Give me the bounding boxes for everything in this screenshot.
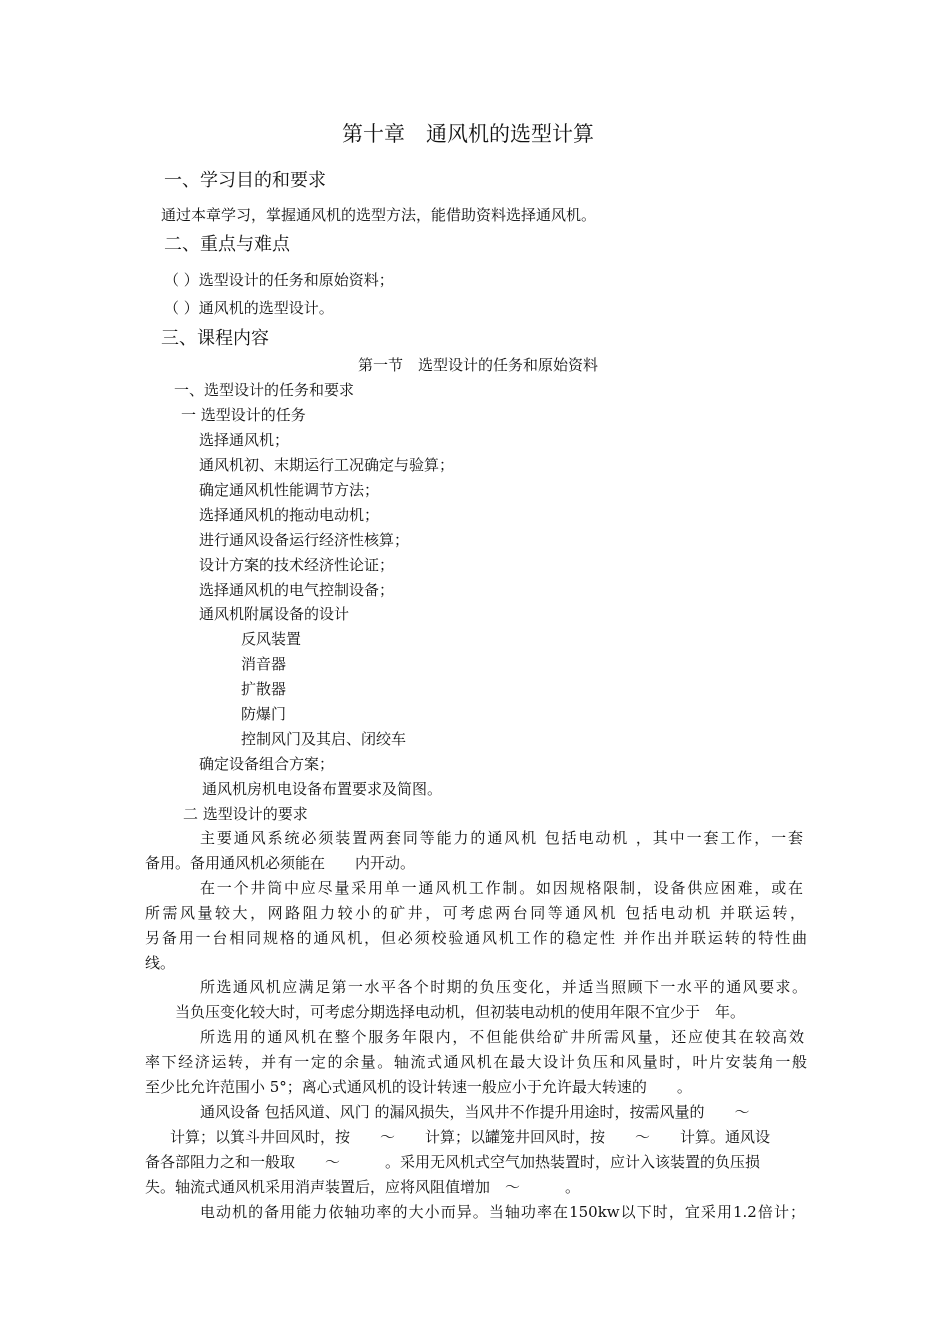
subtask-item: 扩散器	[241, 680, 287, 698]
paragraph-line: 另备用一台相同规格的通风机，但必须校验通风机工作的稳定性 并作出并联运转的特性曲	[145, 929, 807, 947]
paragraph-line: 当负压变化较大时，可考虑分期选择电动机，但初装电动机的使用年限不宜少于 年。	[175, 1003, 746, 1021]
task-item: 选择通风机的电气控制设备；	[199, 581, 395, 599]
paragraph-line: 通风设备 包括风道、风门 的漏风损失，当风井不作提升用途时，按需风量的 ～	[200, 1103, 750, 1121]
subtask-item: 控制风门及其启、闭绞车	[241, 730, 407, 748]
task-item: 设计方案的技术经济性论证；	[199, 556, 395, 574]
subheading-requirements: 二 选型设计的要求	[183, 805, 308, 823]
section-title: 第一节 选型设计的任务和原始资料	[358, 356, 599, 374]
paragraph-line: 备用。备用通风机必须能在 内开动。	[145, 854, 416, 872]
subheading-tasks: 一 选型设计的任务	[181, 406, 306, 424]
paragraph-line: 主要通风系统必须装置两套同等能力的通风机 包括电动机 ，其中一套工作，一套	[200, 829, 803, 847]
intro-text: 通过本章学习，掌握通风机的选型方法，能借助资料选择通风机。	[161, 206, 597, 224]
subtask-item: 消音器	[241, 655, 287, 673]
task-item: 确定设备组合方案；	[199, 755, 335, 773]
paragraph-line: 至少比允许范围小 5°；离心式通风机的设计转速一般应小于允许最大转速的 。	[145, 1078, 692, 1096]
paragraph-line: 线。	[145, 954, 176, 972]
task-item: 选择通风机；	[199, 431, 290, 449]
task-item: 通风机房机电设备布置要求及简图。	[202, 780, 443, 798]
key-point-1: （ ）选型设计的任务和原始资料；	[164, 271, 394, 289]
subheading-tasks-requirements: 一、选型设计的任务和要求	[174, 381, 355, 399]
paragraph-line: 率下经济运转，并有一定的余量。轴流式通风机在最大设计负压和风量时，叶片安装角一般	[145, 1053, 807, 1071]
task-item: 确定通风机性能调节方法；	[199, 481, 380, 499]
key-point-2: （ ）通风机的选型设计。	[164, 299, 334, 317]
task-item: 通风机初、末期运行工况确定与验算；	[199, 456, 455, 474]
subtask-item: 反风装置	[241, 630, 302, 648]
task-item: 进行通风设备运行经济性核算；	[199, 531, 410, 549]
task-item: 通风机附属设备的设计	[199, 605, 350, 623]
task-item: 选择通风机的拖动电动机；	[199, 506, 380, 524]
paragraph-line: 所选用的通风机在整个服务年限内，不但能供给矿井所需风量，还应使其在较高效	[200, 1028, 804, 1046]
page-title: 第十章 通风机的选型计算	[342, 122, 594, 146]
paragraph-line: 备各部阻力之和一般取 ～ 。采用无风机式空气加热装置时，应计入该装置的负压损	[145, 1153, 761, 1171]
paragraph-line: 所选通风机应满足第一水平各个时期的负压变化，并适当照顾下一水平的通风要求。	[200, 978, 807, 996]
paragraph-line: 计算；以箕斗井回风时，按 ～ 计算；以罐笼井回风时，按 ～ 计算。通风设	[170, 1128, 771, 1146]
heading-key-points: 二、重点与难点	[164, 234, 290, 255]
paragraph-line: 在一个井筒中应尽量采用单一通风机工作制。如因规格限制，设备供应困难，或在	[200, 879, 803, 897]
subtask-item: 防爆门	[241, 705, 287, 723]
paragraph-line: 失。轴流式通风机采用消声装置后，应将风阻值增加 ～ 。	[145, 1178, 581, 1196]
heading-content: 三、课程内容	[161, 328, 269, 349]
heading-goals: 一、学习目的和要求	[164, 170, 326, 191]
paragraph-line: 电动机的备用能力依轴功率的大小而异。当轴功率在150kw以下时，宜采用1.2倍计；	[200, 1203, 805, 1221]
paragraph-line: 所需风量较大，网路阻力较小的矿井，可考虑两台同等通风机 包括电动机 并联运转，	[145, 904, 805, 922]
